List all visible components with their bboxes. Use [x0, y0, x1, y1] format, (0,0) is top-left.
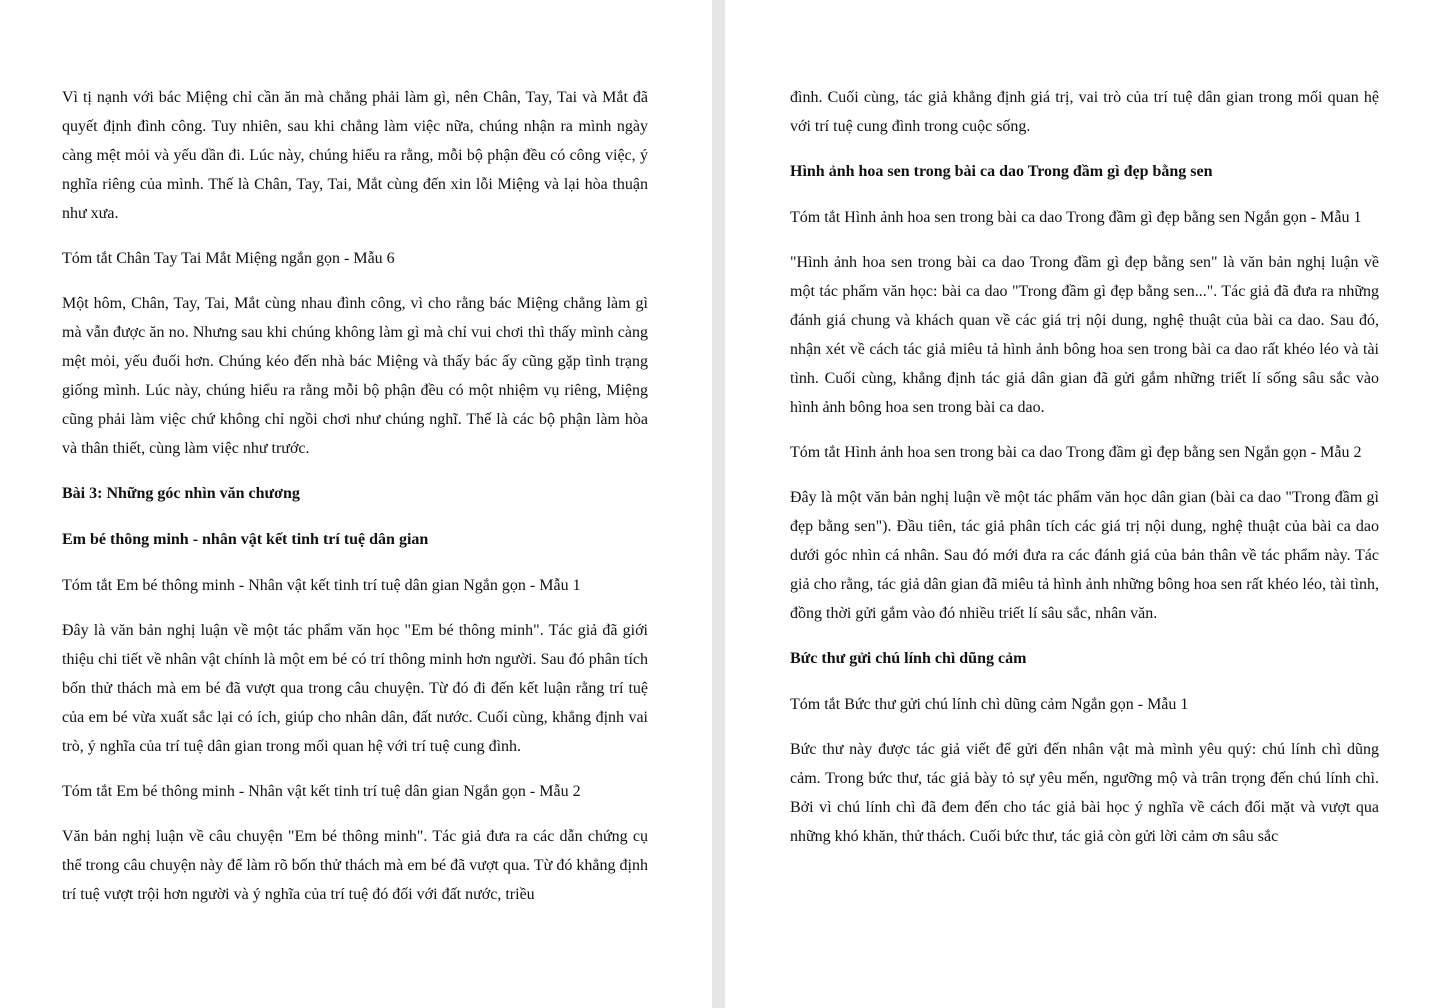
paragraph: "Hình ảnh hoa sen trong bài ca dao Trong đầm gì đẹp bằng sen" là văn bản nghị luận về một tác phẩm văn học: bài ca dao "Trong đầm gì đẹp bằng sen...". Tác giả đã đưa ra những đánh giá chung và khách quan về các giá trị nội dung, nghệ thuật của bài ca dao. Sau đó, nhận xét về cách tác giả miêu tả hình ảnh bông hoa sen trong bài ca dao rất khéo léo và tài tình. Cuối cùng, khẳng định tác giả dân gian đã gửi gắm những triết lí sống sâu sắc vào hình ảnh bông hoa sen trong bài ca dao. — [790, 254, 1379, 416]
paragraph: Bức thư này được tác giả viết để gửi đến nhân vật mà mình yêu quý: chú lính chì dũng cảm. Trong bức thư, tác giả bày tỏ sự yêu mến, ngưỡng mộ và trân trọng đến chú lính chì. Bởi vì chú lính chì đã đem đến cho tác giả bài học ý nghĩa về cách đối mặt và vượt qua những khó khăn, thử thách. Cuối bức thư, tác giả còn gửi lời cảm ơn sâu sắc — [790, 741, 1379, 845]
subsection-heading: Em bé thông minh - nhân vật kết tinh trí tuệ dân gian — [62, 531, 429, 548]
page-content — [790, 83, 1379, 867]
paragraph: Đây là văn bản nghị luận về một tác phẩm văn học "Em bé thông minh". Tác giả đã giới thiệu chi tiết về nhân vật chính là một em bé có trí thông minh hơn người. Sau đó phân tích bốn thử thách mà em bé đã vượt qua trong câu chuyện. Từ đó đi đến kết luận rằng trí tuệ của em bé vừa xuất sắc lại có ích, giúp cho nhân dân, đất nước. Cuối cùng, khẳng định vai trò, ý nghĩa của trí tuệ dân gian trong mối quan hệ với trí tuệ cung đình. — [62, 622, 648, 755]
paragraph: đình. Cuối cùng, tác giả khẳng định giá trị, vai trò của trí tuệ dân gian trong mối quan hệ với trí tuệ cung đình trong cuộc sống. — [790, 89, 1379, 135]
page-content — [62, 83, 648, 925]
sample-heading: Tóm tắt Em bé thông minh - Nhân vật kết tinh trí tuệ dân gian Ngắn gọn - Mẫu 2 — [62, 783, 581, 800]
paragraph: Vì tị nạnh với bác Miệng chỉ cần ăn mà chẳng phải làm gì, nên Chân, Tay, Tai và Mắt đã quyết định đình công. Tuy nhiên, sau khi chẳng làm việc nữa, chúng nhận ra mình ngày càng mệt mỏi và yếu dần đi. Lúc này, chúng hiểu ra rằng, mỗi bộ phận đều có công việc, ý nghĩa riêng của mình. Thế là Chân, Tay, Tai, Mắt cùng đến xin lỗi Miệng và lại hòa thuận như xưa. — [62, 89, 648, 222]
sample-heading: Tóm tắt Bức thư gửi chú lính chì dũng cảm Ngắn gọn - Mẫu 1 — [790, 696, 1189, 713]
subsection-heading: Bức thư gửi chú lính chì dũng cảm — [790, 650, 1027, 667]
sample-heading: Tóm tắt Hình ảnh hoa sen trong bài ca dao Trong đầm gì đẹp bằng sen Ngắn gọn - Mẫu 2 — [790, 444, 1362, 461]
page-gutter — [712, 0, 725, 1008]
paragraph: Văn bản nghị luận về câu chuyện "Em bé thông minh". Tác giả đưa ra các dẫn chứng cụ thể trong câu chuyện này để làm rõ bốn thử thách mà em bé đã vượt qua. Từ đó khẳng định trí tuệ vượt trội hơn người và ý nghĩa của trí tuệ đó đối với đất nước, triều — [62, 828, 648, 903]
section-heading: Bài 3: Những góc nhìn văn chương — [62, 485, 300, 502]
document-page-right — [725, 0, 1434, 1008]
sample-heading: Tóm tắt Chân Tay Tai Mắt Miệng ngắn gọn - Mẫu 6 — [62, 250, 395, 267]
document-page-left — [0, 0, 712, 1008]
sample-heading: Tóm tắt Hình ảnh hoa sen trong bài ca dao Trong đầm gì đẹp bằng sen Ngắn gọn - Mẫu 1 — [790, 209, 1362, 226]
paragraph: Đây là một văn bản nghị luận về một tác phẩm văn học dân gian (bài ca dao "Trong đầm gì đẹp bằng sen"). Đầu tiên, tác giả phân tích các giá trị nội dung, nghệ thuật của bài ca dao dưới góc nhìn cá nhân. Sau đó mới đưa ra các đánh giá của bản thân về tác phẩm này. Tác giả cho rằng, tác giả dân gian đã miêu tả hình ảnh những bông hoa sen rất khéo léo, tài tình, đồng thời gửi gắm vào đó nhiều triết lí sâu sắc, nhân văn. — [790, 489, 1379, 622]
sample-heading: Tóm tắt Em bé thông minh - Nhân vật kết tinh trí tuệ dân gian Ngắn gọn - Mẫu 1 — [62, 577, 581, 594]
paragraph: Một hôm, Chân, Tay, Tai, Mắt cùng nhau đình công, vì cho rằng bác Miệng chẳng làm gì mà vẫn được ăn no. Nhưng sau khi chúng không làm gì mà chỉ vui chơi thì thấy mình càng mệt mỏi, yếu đuối hơn. Chúng kéo đến nhà bác Miệng và thấy bác ấy cũng gặp tình trạng giống mình. Lúc này, chúng hiểu ra rằng mỗi bộ phận đều có một nhiệm vụ riêng, Miệng cũng phải làm việc chứ không chỉ ngồi chơi như chúng nghĩ. Thế là các bộ phận làm hòa và thân thiết, cùng làm việc như trước. — [62, 295, 648, 457]
subsection-heading: Hình ảnh hoa sen trong bài ca dao Trong đầm gì đẹp bằng sen — [790, 163, 1213, 180]
